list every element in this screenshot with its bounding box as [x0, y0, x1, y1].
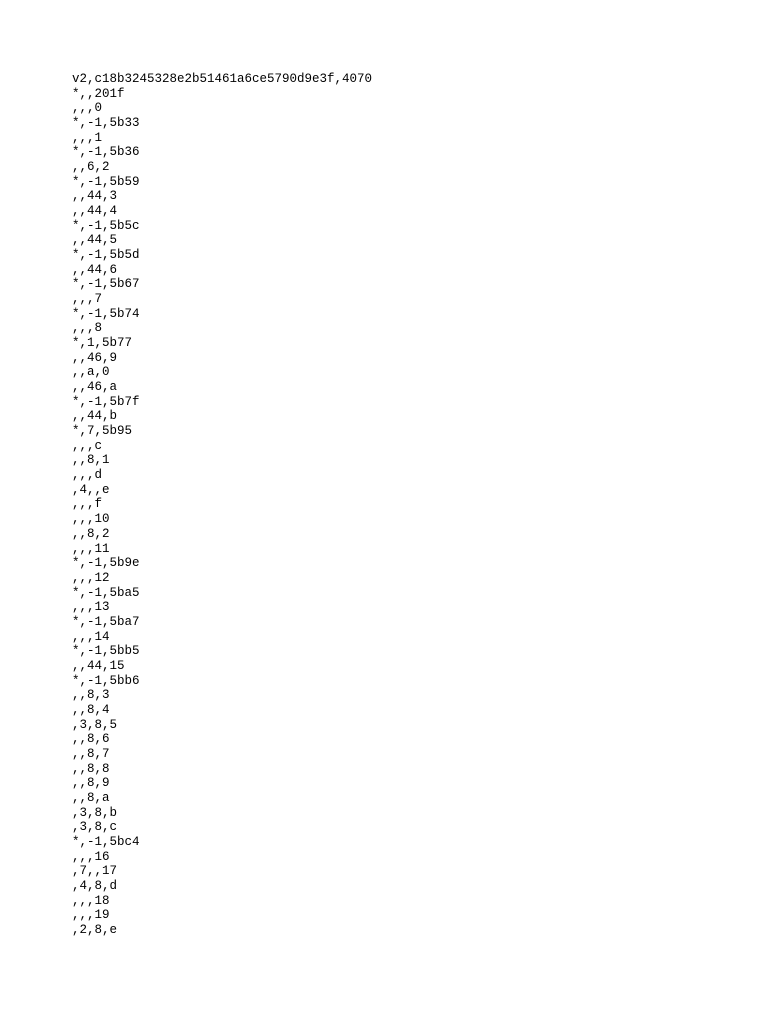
text-line: ,3,8,b: [72, 805, 118, 820]
text-line: *,-1,5ba7: [72, 614, 140, 629]
text-line: *,7,5b95: [72, 424, 133, 439]
text-line: ,,8,3: [72, 688, 110, 703]
text-line: ,7,,17: [72, 864, 118, 879]
text-line: *,-1,5bb6: [72, 673, 140, 688]
text-line: *,-1,5bb5: [72, 644, 140, 659]
text-line: ,,8,a: [72, 790, 110, 805]
text-line: *,,201f: [72, 86, 125, 101]
text-line: *,-1,5b36: [72, 145, 140, 160]
text-line: ,,,14: [72, 629, 110, 644]
text-line: ,,,f: [72, 497, 103, 512]
text-line: ,,44,6: [72, 262, 118, 277]
text-line: ,,8,7: [72, 746, 110, 761]
text-line: *,-1,5ba5: [72, 585, 140, 600]
text-line: ,,,11: [72, 541, 110, 556]
text-line: ,4,8,d: [72, 878, 118, 893]
text-line: *,-1,5b5c: [72, 218, 140, 233]
text-line: *,-1,5b9e: [72, 556, 140, 571]
text-line: ,,,0: [72, 101, 103, 116]
text-line: *,-1,5b33: [72, 116, 140, 131]
text-line: ,,,1: [72, 130, 103, 145]
text-line: ,,8,6: [72, 732, 110, 747]
text-line: ,,8,1: [72, 453, 110, 468]
text-line: ,,,19: [72, 908, 110, 923]
text-line: ,,,7: [72, 292, 103, 307]
text-line: ,,44,b: [72, 409, 118, 424]
text-line: *,-1,5b67: [72, 277, 140, 292]
text-line: ,,44,5: [72, 233, 118, 248]
text-document: [72, 72, 372, 938]
text-line: ,,44,4: [72, 204, 118, 219]
text-line: ,,44,15: [72, 658, 125, 673]
text-line: ,,,13: [72, 600, 110, 615]
text-line: *,1,5b77: [72, 336, 133, 351]
text-line: ,,a,0: [72, 365, 110, 380]
text-line: ,,,18: [72, 893, 110, 908]
text-line: *,-1,5b59: [72, 174, 140, 189]
text-line: ,3,8,c: [72, 820, 118, 835]
text-line: ,3,8,5: [72, 717, 118, 732]
text-line: ,,,12: [72, 570, 110, 585]
text-line: ,,8,4: [72, 702, 110, 717]
text-line: ,,8,9: [72, 776, 110, 791]
text-line: ,,6,2: [72, 160, 110, 175]
text-line: ,,,16: [72, 849, 110, 864]
text-line: *,-1,5b74: [72, 306, 140, 321]
text-line: ,,44,3: [72, 189, 118, 204]
text-line: ,2,8,e: [72, 922, 118, 937]
text-line: v2,c18b3245328e2b51461a6ce5790d9e3f,4070: [72, 72, 373, 86]
text-line: *,-1,5b7f: [72, 394, 140, 409]
text-line: ,,8,8: [72, 761, 110, 776]
text-line: ,4,,e: [72, 482, 110, 497]
text-line: ,,,d: [72, 468, 103, 483]
text-line: *,-1,5b5d: [72, 248, 140, 263]
text-line: *,-1,5bc4: [72, 834, 140, 849]
text-line: ,,,8: [72, 321, 103, 336]
text-line: ,,46,a: [72, 380, 118, 395]
text-line: ,,,c: [72, 438, 103, 453]
text-line: ,,,10: [72, 512, 110, 527]
text-line: ,,46,9: [72, 350, 118, 365]
text-line: ,,8,2: [72, 526, 110, 541]
